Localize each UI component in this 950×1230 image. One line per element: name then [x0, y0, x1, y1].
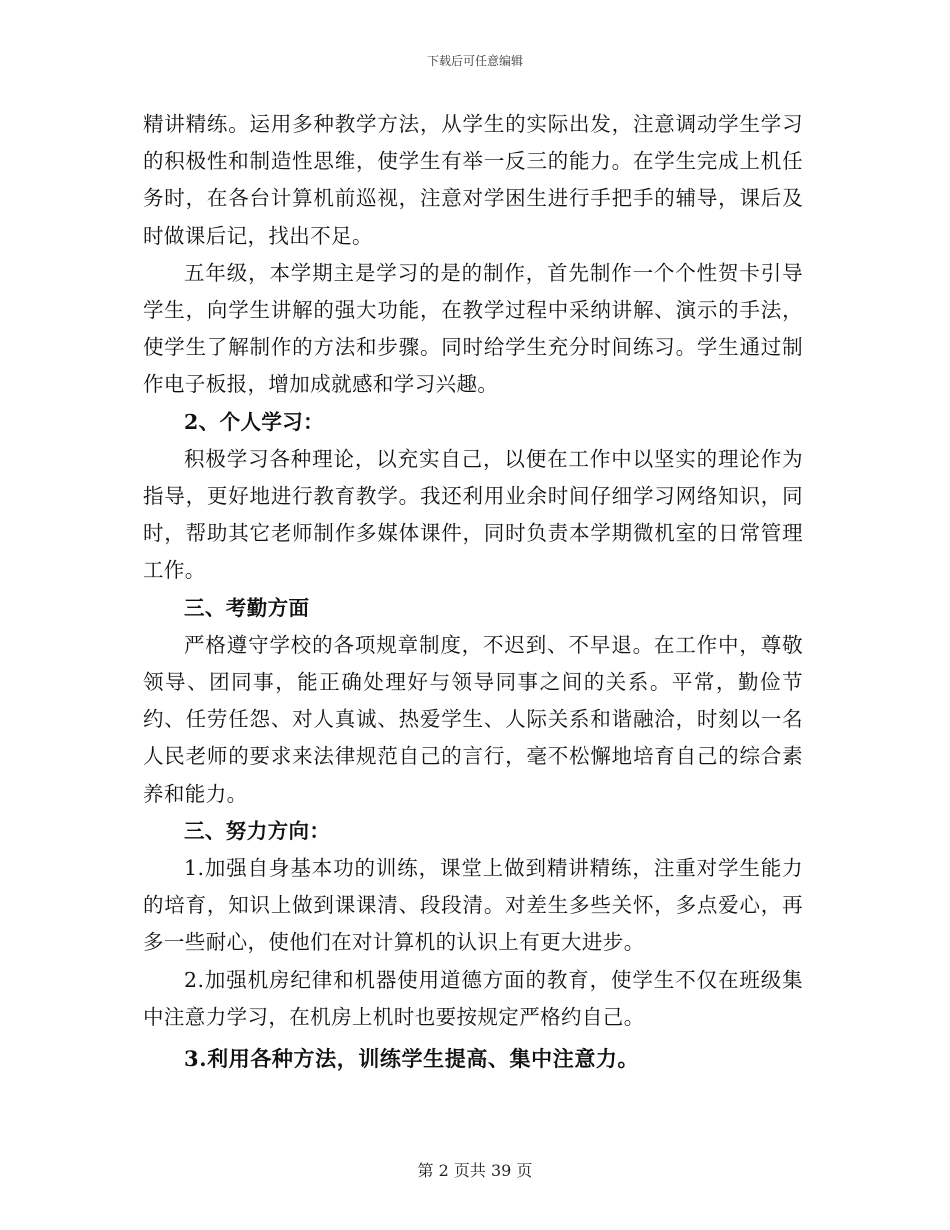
document-body [143, 106, 803, 1082]
paragraph-effort-1: 1.加强自身基本功的训练，课堂上做到精讲精练，注重对学生能力的培育，知识上做到课课清、段段清。对差生多些关怀，多点爱心，再多一些耐心，使他们在对计算机的认识上有更大进步。 [143, 856, 803, 955]
heading-attendance: 三、考勤方面 [184, 595, 310, 620]
paragraph-attendance: 严格遵守学校的各项规章制度，不迟到、不早退。在工作中，尊敬领导、团同事，能正确处理好与领导同事之间的关系。平常，勤俭节约、任劳任怨、对人真诚、热爱学生、人际关系和谐融洽，时刻以一名人民老师的要求来法律规范自己的言行，毫不松懈地培育自己的综合素养和能力。 [143, 632, 803, 806]
paragraph-personal-study: 积极学习各种理论，以充实自己，以便在工作中以坚实的理论作为指导，更好地进行教育教学。我还利用业余时间仔细学习网络知识，同时，帮助其它老师制作多媒体课件，同时负责本学期微机室的日常管理工作。 [143, 446, 803, 583]
header-note: 下载后可任意编辑 [426, 54, 523, 68]
paragraph-effort-2: 2.加强机房纪律和机器使用道德方面的教育，使学生不仅在班级集中注意力学习，在机房上机时也要按规定严格约自己。 [143, 967, 803, 1029]
heading-personal-study: 2、个人学习： [184, 409, 325, 434]
heading-effort-3: 3.利用各种方法，训练学生提高、集中注意力。 [184, 1046, 640, 1072]
page-number: 第 2 页共 39 页 [417, 1161, 533, 1180]
heading-effort-direction: 三、努力方向： [184, 818, 331, 843]
paragraph-grade-five: 五年级，本学期主是学习的是的制作，首先制作一个个性贺卡引导学生，向学生讲解的强大功能，在教学过程中采纳讲解、演示的手法，使学生了解制作的方法和步骤。同时给学生充分时间练习。学生通过制作电子板报，增加成就感和学习兴趣。 [143, 260, 803, 397]
paragraph-continuation: 精讲精练。运用多种教学方法，从学生的实际出发，注意调动学生学习的积极性和制造性思维，使学生有举一反三的能力。在学生完成上机任务时，在各台计算机前巡视，注意对学困生进行手把手的辅导，课后及时做课后记，找出不足。 [143, 112, 803, 248]
